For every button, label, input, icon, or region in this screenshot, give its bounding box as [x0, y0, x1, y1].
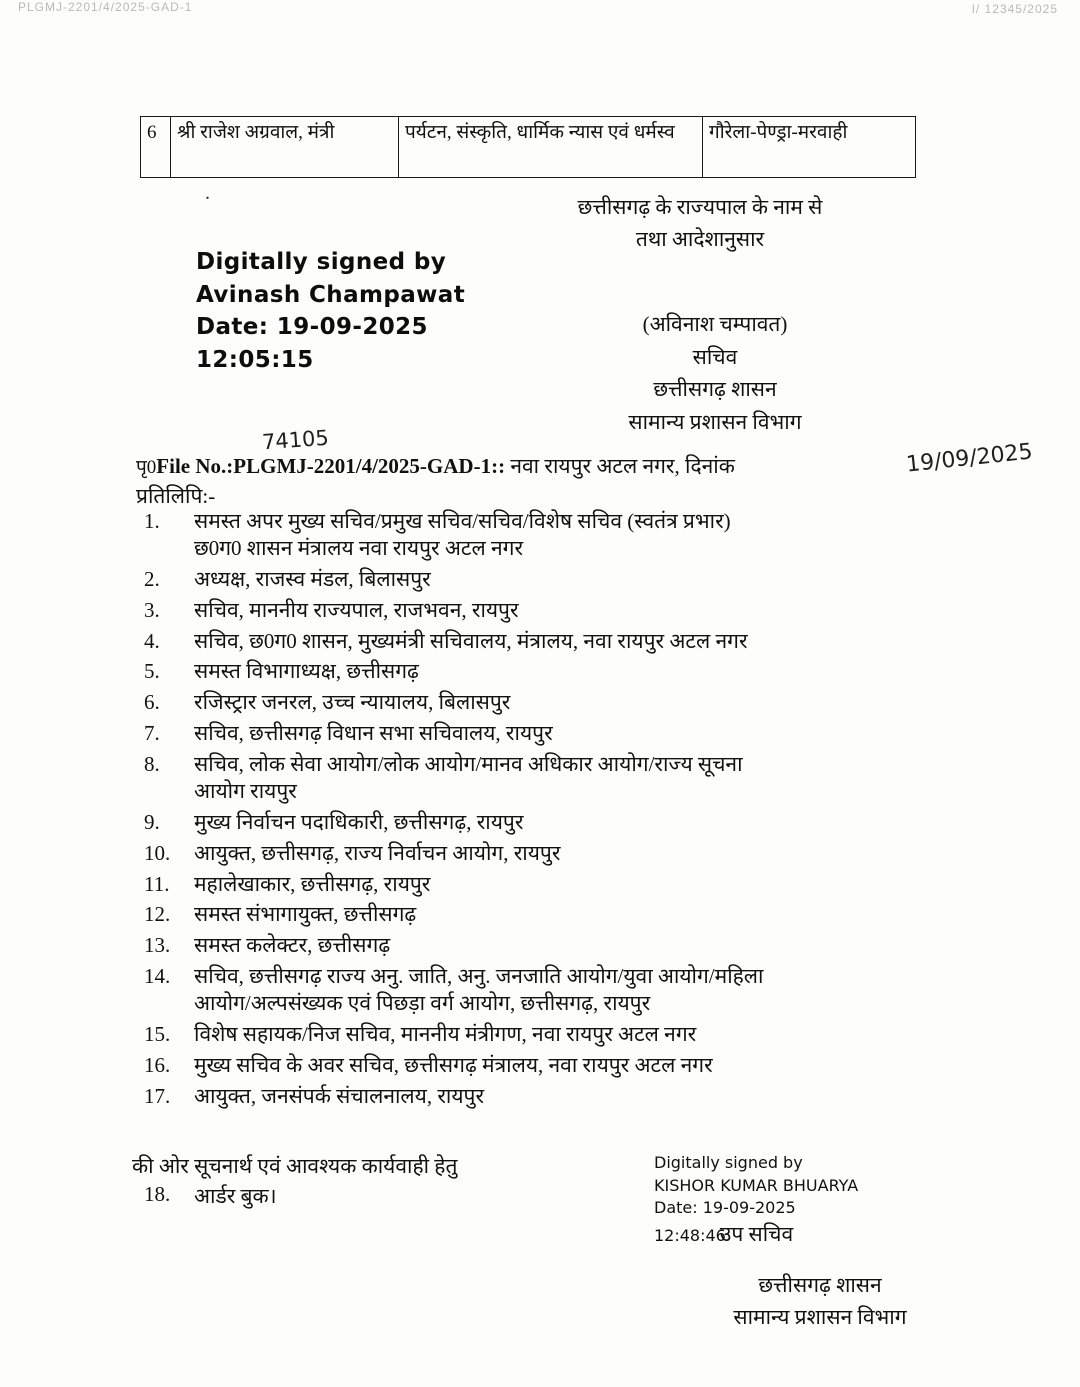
- list-item-line-2: आयोग/अल्पसंख्यक एवं पिछड़ा वर्ग आयोग, छत्तीसगढ़, रायपुर: [194, 991, 651, 1015]
- secretary-government: छत्तीसगढ़ शासन: [653, 377, 777, 402]
- list-item-line-2: छ0ग0 शासन मंत्रालय नवा रायपुर अटल नगर: [194, 535, 524, 560]
- list-item: [136, 751, 966, 805]
- list-item-number: 8.: [144, 752, 160, 776]
- list-item-number: 10.: [144, 840, 171, 865]
- file-line-label: File No.:: [156, 454, 234, 478]
- list-item-line-1: सचिव, छत्तीसगढ़ राज्य अनु. जाति, अनु. जनजाति आयोग/युवा आयोग/महिला: [194, 964, 764, 989]
- secretary-designation: सचिव: [692, 344, 738, 369]
- list-item-text: रजिस्ट्रार जनरल, उच्च न्यायालय, बिलासपुर: [194, 690, 511, 715]
- list-item-text: मुख्य निर्वाचन पदाधिकारी, छत्तीसगढ़, रायपुर: [194, 809, 524, 834]
- signature-left-line-4: 12:05:15: [196, 346, 314, 373]
- recipients-list: [136, 508, 966, 1114]
- signature-right-time-row: [654, 1220, 984, 1250]
- list-item-text: [194, 508, 966, 562]
- list-item-number: 6.: [144, 690, 160, 715]
- list-item: [136, 840, 966, 867]
- list-item-number: 4.: [144, 628, 160, 653]
- digital-signature-kishor: [654, 1152, 984, 1250]
- list-item-number: 16.: [144, 1052, 171, 1077]
- list-item: [136, 1021, 966, 1048]
- minister-table-row: [140, 116, 916, 178]
- secretary-department: सामान्य प्रशासन विभाग: [628, 409, 802, 434]
- signature-left-line-3: Date: 19-09-2025: [196, 314, 428, 341]
- list-item-text: [194, 751, 966, 805]
- file-line-separator: ::: [491, 454, 506, 478]
- list-item-number: 5.: [144, 659, 160, 684]
- scan-header-left: PLGMJ-2201/4/2025-GAD-1: [18, 0, 193, 14]
- list-item-number: 9.: [144, 809, 160, 834]
- scan-header-right: I/ 12345/2025: [971, 2, 1058, 16]
- table-cell-departments: पर्यटन, संस्कृति, धार्मिक न्यास एवं धर्मस्व: [399, 117, 703, 177]
- list-item: [136, 658, 966, 685]
- table-cell-district: गौरेला-पेण्ड्रा-मरवाही: [709, 122, 848, 143]
- governor-line-1: छत्तीसगढ़ के राज्यपाल के नाम से: [577, 195, 823, 219]
- list-item-text: आयुक्त, जनसंपर्क संचालनालय, रायपुर: [194, 1083, 485, 1108]
- list-item: [136, 1052, 966, 1079]
- list-item: [136, 720, 966, 747]
- table-cell-serial: 6: [141, 117, 171, 177]
- secretary-signature-block: [505, 308, 925, 438]
- list-item-number: 3.: [144, 597, 160, 622]
- list-item: [136, 689, 966, 716]
- handwritten-date: 19/09/2025: [905, 439, 1034, 478]
- list-item-text: समस्त विभागाध्यक्ष, छत्तीसगढ़: [194, 659, 419, 684]
- secretary-department-bottom: सामान्य प्रशासन विभाग: [733, 1304, 907, 1329]
- list-item: [136, 809, 966, 836]
- digital-signature-avinash: [196, 246, 465, 377]
- list-item-number: 15.: [144, 1021, 171, 1046]
- list-item: [136, 597, 966, 624]
- list-item-text: आयुक्त, छत्तीसगढ़, राज्य निर्वाचन आयोग, रायपुर: [194, 840, 561, 865]
- deputy-secretary-title: उप सचिव: [719, 1222, 794, 1247]
- list-item-18: [136, 1182, 277, 1210]
- list-item: [136, 508, 966, 562]
- signature-right-line-1: Digitally signed by: [654, 1153, 803, 1172]
- list-item-number: 13.: [144, 933, 171, 958]
- list-item: [136, 628, 966, 655]
- list-item-text: महालेखाकार, छत्तीसगढ़, रायपुर: [194, 871, 431, 896]
- handwritten-file-number: 74105: [261, 425, 330, 455]
- table-cell-minister: श्री राजेश अग्रवाल, मंत्री: [171, 117, 399, 177]
- list-item-number: 2.: [144, 566, 160, 591]
- list-item-text: अध्यक्ष, राजस्व मंडल, बिलासपुर: [194, 566, 431, 591]
- list-item-number: 17.: [144, 1083, 171, 1108]
- copy-to-label: प्रतिलिपि:-: [136, 484, 216, 508]
- list-item-line-2: आयोग रायपुर: [194, 778, 297, 803]
- list-item-text: मुख्य सचिव के अवर सचिव, छत्तीसगढ़ मंत्रालय, नवा रायपुर अटल नगर: [194, 1052, 713, 1077]
- list-item-number: 11.: [144, 871, 170, 896]
- secretary-block-bottom: [620, 1270, 1020, 1333]
- list-item-line-1: सचिव, लोक सेवा आयोग/लोक आयोग/मानव अधिकार आयोग/राज्य सूचना: [194, 752, 743, 776]
- list-item-number: 7.: [144, 721, 160, 746]
- list-item-text: समस्त कलेक्टर, छत्तीसगढ़: [194, 933, 391, 958]
- file-line-prefix: पृ0: [136, 457, 157, 478]
- closing-line: की ओर सूचनार्थ एवं आवश्यक कार्यवाही हेतु: [132, 1154, 458, 1178]
- list-item-text: सचिव, माननीय राज्यपाल, राजभवन, रायपुर: [194, 597, 519, 622]
- list-item-text: सचिव, छ0ग0 शासन, मुख्यमंत्री सचिवालय, मंत्रालय, नवा रायपुर अटल नगर: [194, 628, 748, 653]
- ink-dot-mark: .: [205, 182, 210, 204]
- list-item-text: आर्डर बुक।: [194, 1184, 277, 1208]
- signature-right-line-2: KISHOR KUMAR BHUARYA: [654, 1175, 859, 1195]
- file-line-place: नवा रायपुर अटल नगर,: [510, 454, 680, 478]
- secretary-name: (अविनाश चम्पावत): [642, 312, 788, 336]
- secretary-government-bottom: छत्तीसगढ़ शासन: [758, 1273, 882, 1297]
- list-item-number: 12.: [144, 902, 171, 927]
- list-item-line-1: समस्त अपर मुख्य सचिव/प्रमुख सचिव/सचिव/विशेष सचिव (स्वतंत्र प्रभार): [194, 509, 731, 533]
- list-item: [136, 1083, 966, 1110]
- file-line-date-label: दिनांक: [685, 454, 735, 478]
- list-item: [136, 932, 966, 959]
- file-line-number: PLGMJ-2201/4/2025-GAD-1: [233, 454, 492, 478]
- list-item-text: [194, 963, 966, 1017]
- list-item-text: समस्त संभागायुक्त, छत्तीसगढ़: [194, 902, 417, 927]
- list-item: [136, 566, 966, 593]
- governor-order-block: [460, 192, 940, 255]
- list-item: [136, 871, 966, 898]
- scan-header: [0, 0, 1080, 22]
- list-item-text: विशेष सहायक/निज सचिव, माननीय मंत्रीगण, नवा रायपुर अटल नगर: [194, 1021, 697, 1046]
- file-number-line: [136, 452, 966, 480]
- list-item-text: सचिव, छत्तीसगढ़ विधान सभा सचिवालय, रायपुर: [194, 721, 553, 746]
- governor-line-2: तथा आदेशानुसार: [635, 226, 765, 251]
- signature-right-line-3: Date: 19-09-2025: [654, 1198, 796, 1218]
- signature-left-line-2: Avinash Champawat: [196, 281, 466, 308]
- signature-left-line-1: Digitally signed by: [196, 249, 447, 275]
- list-item: [136, 901, 966, 928]
- list-item-number: 14.: [144, 964, 171, 989]
- list-item-number: 18.: [144, 1182, 171, 1206]
- list-item: [136, 963, 966, 1017]
- signature-right-time: 12:48:46: [654, 1226, 726, 1246]
- list-item-number: 1.: [144, 509, 160, 533]
